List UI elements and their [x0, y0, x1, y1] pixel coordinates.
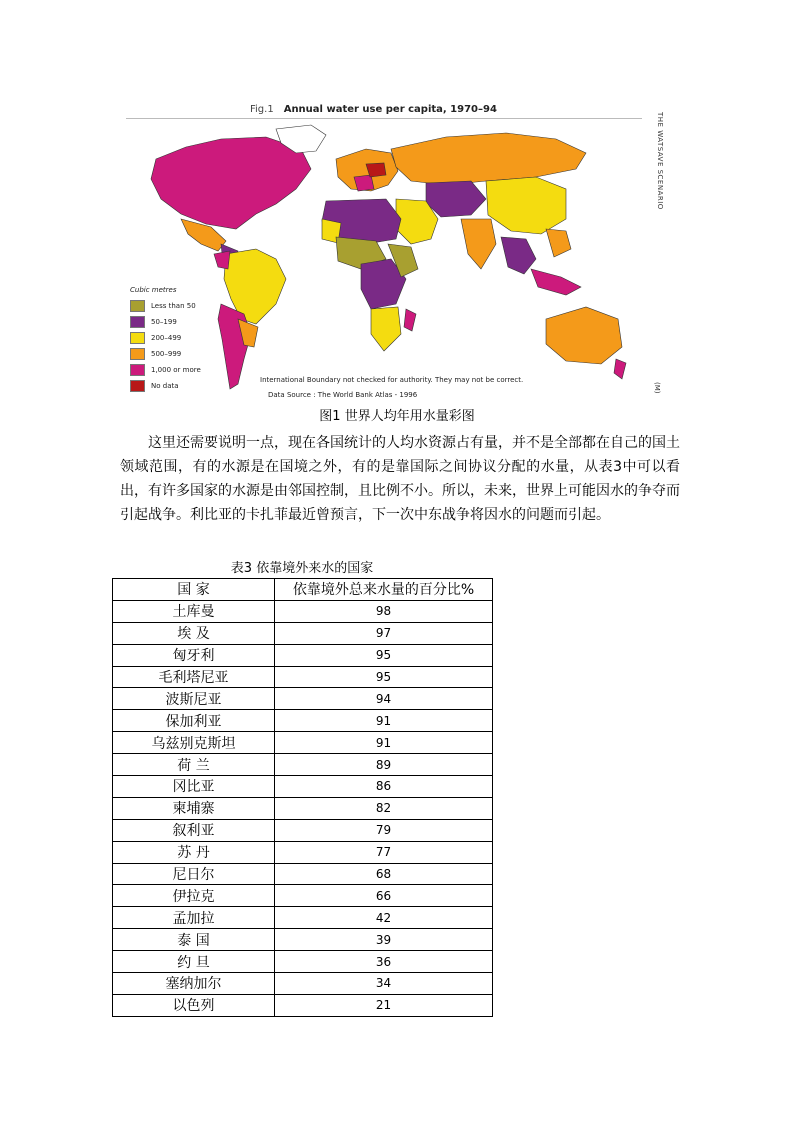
legend-swatch [130, 380, 145, 392]
percentage-cell: 42 [275, 907, 493, 929]
table-row [113, 754, 493, 776]
table-title: 表3 依靠境外来水的国家 [230, 561, 374, 576]
country-cell: 波斯尼亚 [113, 688, 275, 710]
legend-item [130, 346, 240, 362]
legend-label: 200–499 [151, 334, 182, 342]
region-north-america [151, 137, 311, 229]
country-cell: 约 旦 [113, 951, 275, 973]
table-row [113, 885, 493, 907]
data-source: Data Source : The World Bank Atlas - 1996 [268, 391, 418, 399]
percentage-cell: 66 [275, 885, 493, 907]
country-cell: 柬埔寨 [113, 797, 275, 819]
percentage-cell: 34 [275, 973, 493, 995]
legend-swatch [130, 348, 145, 360]
table-row [113, 644, 493, 666]
region-russia [391, 133, 586, 185]
legend-title: Cubic metres [130, 286, 177, 294]
percentage-cell: 95 [275, 666, 493, 688]
legend-item [130, 362, 240, 378]
side-note: THE WATSAVE SCENARIO [656, 112, 664, 210]
table-header-row [113, 579, 493, 601]
legend-label: No data [151, 382, 179, 390]
country-cell: 荷 兰 [113, 754, 275, 776]
legend-swatch [130, 364, 145, 376]
percentage-cell: 89 [275, 754, 493, 776]
country-cell: 伊拉克 [113, 885, 275, 907]
percentage-cell: 21 [275, 994, 493, 1016]
table-row [113, 688, 493, 710]
country-cell: 冈比亚 [113, 776, 275, 798]
percentage-cell: 82 [275, 797, 493, 819]
country-cell: 泰 国 [113, 929, 275, 951]
legend-label: 50–199 [151, 318, 177, 326]
legend-item [130, 330, 240, 346]
figure-number: Fig.1 [250, 104, 274, 115]
country-cell: 乌兹别克斯坦 [113, 732, 275, 754]
table-row [113, 973, 493, 995]
region-southeast-asia [501, 237, 536, 274]
boundary-note: International Boundary not checked for authority. They may not be correct. [260, 376, 524, 384]
percentage-cell: 77 [275, 841, 493, 863]
table-row [113, 929, 493, 951]
world-water-map-figure [122, 104, 668, 402]
body-paragraph: 这里还需要说明一点，现在各国统计的人均水资源占有量，并不是全部都在自己的国土领域范围，有的水源是在国境之外，有的是靠国际之间协议分配的水量，从表3中可以看出，有许多国家的水源是由邻国控制，且比例不小。所以，未来，世界上可能因水的争夺而引起战争。利比亚的卡扎菲最近曾预言，下一次中东战争将因水的问题而引起。 [120, 435, 680, 523]
percentage-cell: 98 [275, 600, 493, 622]
legend-label: 1,000 or more [151, 366, 201, 374]
table-row [113, 732, 493, 754]
percentage-cell: 91 [275, 710, 493, 732]
percentage-cell: 79 [275, 819, 493, 841]
country-cell: 毛利塔尼亚 [113, 666, 275, 688]
table-row [113, 666, 493, 688]
country-cell: 苏 丹 [113, 841, 275, 863]
country-cell: 土库曼 [113, 600, 275, 622]
table-row [113, 951, 493, 973]
table-row [113, 797, 493, 819]
percentage-cell: 97 [275, 622, 493, 644]
region-southern-africa [371, 307, 401, 351]
country-cell: 匈牙利 [113, 644, 275, 666]
table-row [113, 994, 493, 1016]
country-cell: 塞纳加尔 [113, 973, 275, 995]
table-row [113, 776, 493, 798]
table-row [113, 907, 493, 929]
table-row [113, 819, 493, 841]
country-cell: 孟加拉 [113, 907, 275, 929]
header-percentage: 依靠境外总来水量的百分比% [275, 579, 493, 601]
table-row [113, 622, 493, 644]
legend-swatch [130, 316, 145, 328]
percentage-cell: 68 [275, 863, 493, 885]
percentage-cell: 86 [275, 776, 493, 798]
region-central-asia [426, 181, 486, 217]
country-cell: 保加利亚 [113, 710, 275, 732]
region-india [461, 219, 496, 269]
table-row [113, 600, 493, 622]
table-row [113, 710, 493, 732]
figure-title [250, 104, 497, 115]
percentage-cell: 95 [275, 644, 493, 666]
region-china [486, 177, 566, 234]
legend-label: Less than 50 [151, 302, 196, 310]
legend-swatch [130, 332, 145, 344]
percentage-cell: 36 [275, 951, 493, 973]
table-row [113, 841, 493, 863]
legend-swatch [130, 300, 145, 312]
figure-title-text: Annual water use per capita, 1970–94 [283, 104, 497, 115]
country-cell: 埃 及 [113, 622, 275, 644]
legend-item [130, 314, 240, 330]
legend-label: 500–999 [151, 350, 182, 358]
legend-item [130, 298, 240, 314]
country-cell: 以色列 [113, 994, 275, 1016]
header-country: 国 家 [113, 579, 275, 601]
country-cell: 叙利亚 [113, 819, 275, 841]
figure-caption: 图1 世界人均年用水量彩图 [319, 409, 475, 424]
percentage-cell: 91 [275, 732, 493, 754]
country-cell: 尼日尔 [113, 863, 275, 885]
dependency-table [112, 578, 493, 1017]
side-mark: (M) [653, 382, 661, 394]
map-legend [130, 286, 240, 394]
legend-item [130, 378, 240, 394]
region-australia [546, 307, 622, 364]
table-row [113, 863, 493, 885]
percentage-cell: 94 [275, 688, 493, 710]
percentage-cell: 39 [275, 929, 493, 951]
